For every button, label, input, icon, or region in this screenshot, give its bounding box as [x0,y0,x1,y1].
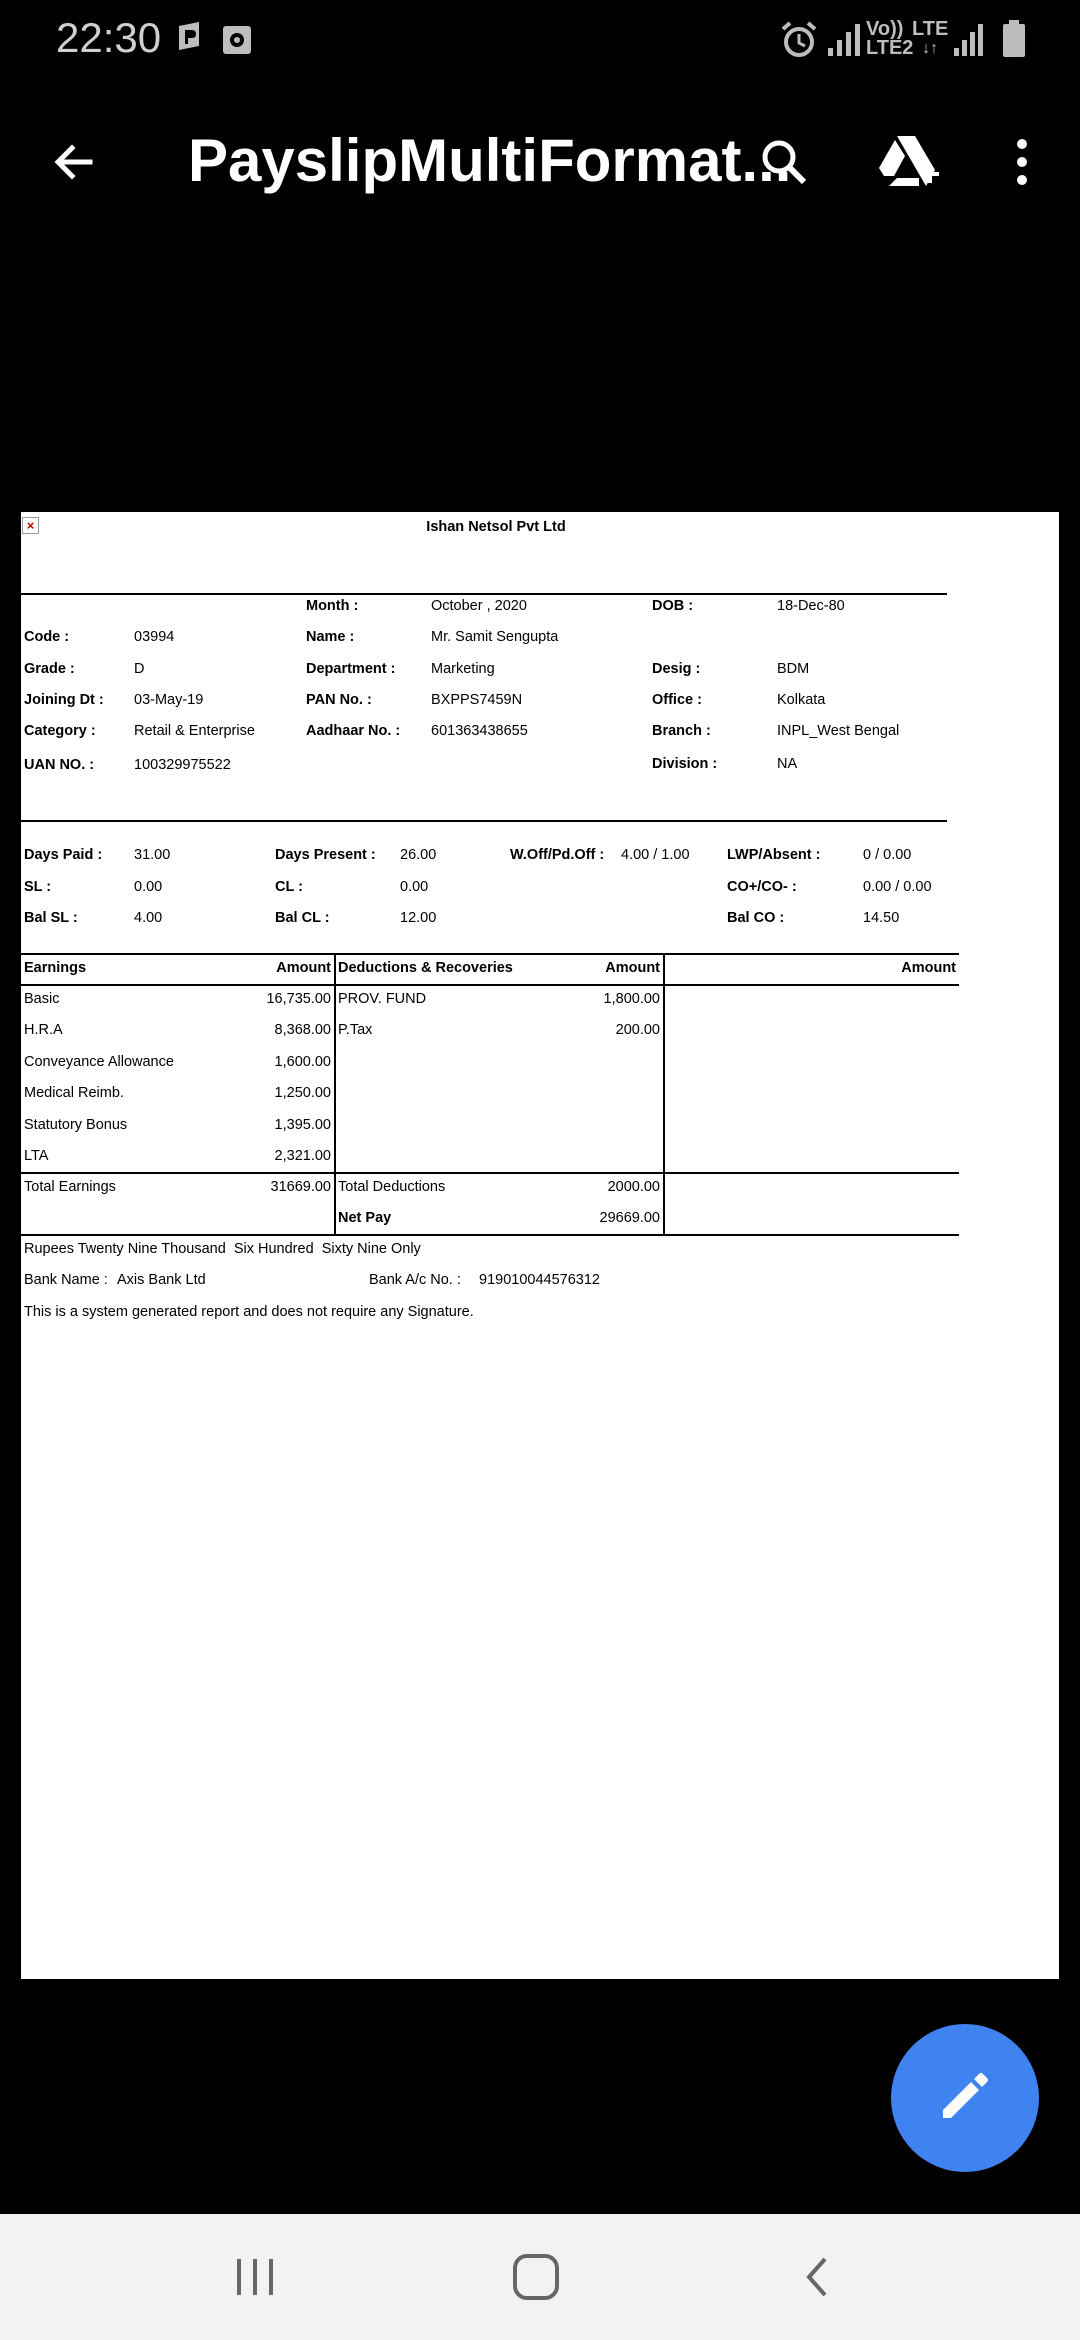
grade-label: Grade : [24,661,75,677]
pan-value: BXPPS7459N [431,692,523,708]
footer-note: This is a system generated report and does not require any Signature. [24,1304,474,1320]
back-arrow-icon[interactable] [34,122,114,202]
earning-label: Medical Reimb. [24,1085,124,1101]
days-present-value: 26.00 [400,847,437,863]
divider [21,593,947,595]
branch-value: INPL_West Bengal [777,723,900,739]
bal-cl-value: 12.00 [400,910,437,926]
search-icon[interactable] [744,122,824,202]
amount-header: Amount [276,960,331,976]
days-paid-value: 31.00 [134,847,171,863]
uan-value: 100329975522 [134,757,231,773]
dob-value: 18-Dec-80 [777,598,845,614]
p-app-icon [176,22,202,63]
signal-icon [828,22,862,63]
status-bar [0,0,1080,80]
table-header-border [21,984,959,986]
deduction-label: P.Tax [338,1022,373,1038]
aadhaar-label: Aadhaar No. : [306,723,401,739]
bal-sl-label: Bal SL : [24,910,78,926]
aadhaar-value: 601363438655 [431,723,528,739]
branch-label: Branch : [652,723,711,739]
bal-cl-label: Bal CL : [275,910,330,926]
co-value: 0.00 / 0.00 [863,879,932,895]
net-pay-value: 29669.00 [599,1210,660,1226]
volte-label: Vo)) LTE2 [866,18,914,59]
name-value: Mr. Samit Sengupta [431,629,559,645]
table-top-border [21,953,959,955]
deduction-label: PROV. FUND [338,991,427,1007]
table-bottom-border [21,1234,959,1236]
earning-amount: 16,735.00 [266,991,331,1007]
dob-label: DOB : [652,598,694,614]
bal-co-label: Bal CO : [727,910,785,926]
department-value: Marketing [431,661,495,677]
total-deductions-value: 2000.00 [607,1179,660,1195]
earning-label: Basic [24,991,60,1007]
days-present-label: Days Present : [275,847,376,863]
bal-sl-value: 4.00 [134,910,163,926]
department-label: Department : [306,661,396,677]
co-label: CO+/CO- : [727,879,797,895]
grade-value: D [134,661,145,677]
cl-value: 0.00 [400,879,429,895]
recent-apps-icon[interactable] [205,2242,305,2312]
earning-label: H.R.A [24,1022,63,1038]
category-label: Category : [24,723,96,739]
earning-amount: 1,250.00 [274,1085,331,1101]
bank-ac-label: Bank A/c No. : [369,1272,461,1288]
more-vert-icon[interactable] [982,122,1062,202]
signal-icon [954,22,984,63]
office-label: Office : [652,692,702,708]
amount-header: Amount [605,960,660,976]
page-title: PayslipMultiFormat... [188,127,792,194]
earning-label: Statutory Bonus [24,1117,128,1133]
back-icon[interactable] [767,2242,867,2312]
category-value: Retail & Enterprise [134,723,255,739]
broken-image-icon: × [22,517,39,534]
battery-icon [1002,20,1026,63]
sl-label: SL : [24,879,52,895]
navigation-bar [0,2214,1080,2340]
pan-label: PAN No. : [306,692,372,708]
total-earnings-value: 31669.00 [270,1179,331,1195]
company-name: Ishan Netsol Pvt Ltd [426,519,566,535]
amount-in-words: Rupees Twenty Nine Thousand Six Hundred Sixty Nine Only [24,1241,421,1257]
lwp-label: LWP/Absent : [727,847,821,863]
deduction-amount: 200.00 [615,1022,660,1038]
joining-value: 03-May-19 [134,692,204,708]
code-label: Code : [24,629,70,645]
deduction-amount: 1,800.00 [603,991,660,1007]
earning-amount: 1,395.00 [274,1117,331,1133]
status-time: 22:30 [56,14,162,61]
edit-pencil-icon [937,2068,993,2129]
month-value: October , 2020 [431,598,527,614]
table-column-divider [663,953,665,1236]
sl-value: 0.00 [134,879,163,895]
alarm-icon [780,20,818,65]
bank-name-label: Bank Name : [24,1272,108,1288]
earnings-header: Earnings [24,960,87,976]
month-label: Month : [306,598,359,614]
desig-value: BDM [777,661,810,677]
net-pay-label: Net Pay [338,1210,392,1226]
total-earnings-label: Total Earnings [24,1179,116,1195]
payslip-document [21,512,1059,1979]
table-total-border [21,1172,959,1174]
days-paid-label: Days Paid : [24,847,103,863]
google-drive-add-icon[interactable] [870,122,950,202]
earning-label: LTA [24,1148,49,1164]
home-icon[interactable] [486,2242,586,2312]
uan-label: UAN NO. : [24,757,95,773]
lwp-value: 0 / 0.00 [863,847,912,863]
earning-amount: 2,321.00 [274,1148,331,1164]
edit-button[interactable] [891,2024,1039,2172]
bal-co-value: 14.50 [863,910,900,926]
code-value: 03994 [134,629,175,645]
earning-amount: 1,600.00 [274,1054,331,1070]
joining-label: Joining Dt : [24,692,104,708]
deductions-header: Deductions & Recoveries [338,960,513,976]
bank-ac-value: 919010044576312 [479,1272,600,1288]
cl-label: CL : [275,879,303,895]
divider [21,820,947,822]
table-column-divider [334,953,336,1236]
screenshot-icon [222,24,252,61]
total-deductions-label: Total Deductions [338,1179,446,1195]
bank-name-value: Axis Bank Ltd [117,1272,206,1288]
desig-label: Desig : [652,661,701,677]
amount-header: Amount [901,960,956,976]
earning-label: Conveyance Allowance [24,1054,174,1070]
woff-value: 4.00 / 1.00 [621,847,690,863]
office-value: Kolkata [777,692,826,708]
lte-label: LTE ↓↑ [912,18,949,57]
division-label: Division : [652,756,718,772]
division-value: NA [777,756,798,772]
app-bar [0,100,1080,220]
woff-label: W.Off/Pd.Off : [510,847,605,863]
name-label: Name : [306,629,355,645]
earning-amount: 8,368.00 [274,1022,331,1038]
